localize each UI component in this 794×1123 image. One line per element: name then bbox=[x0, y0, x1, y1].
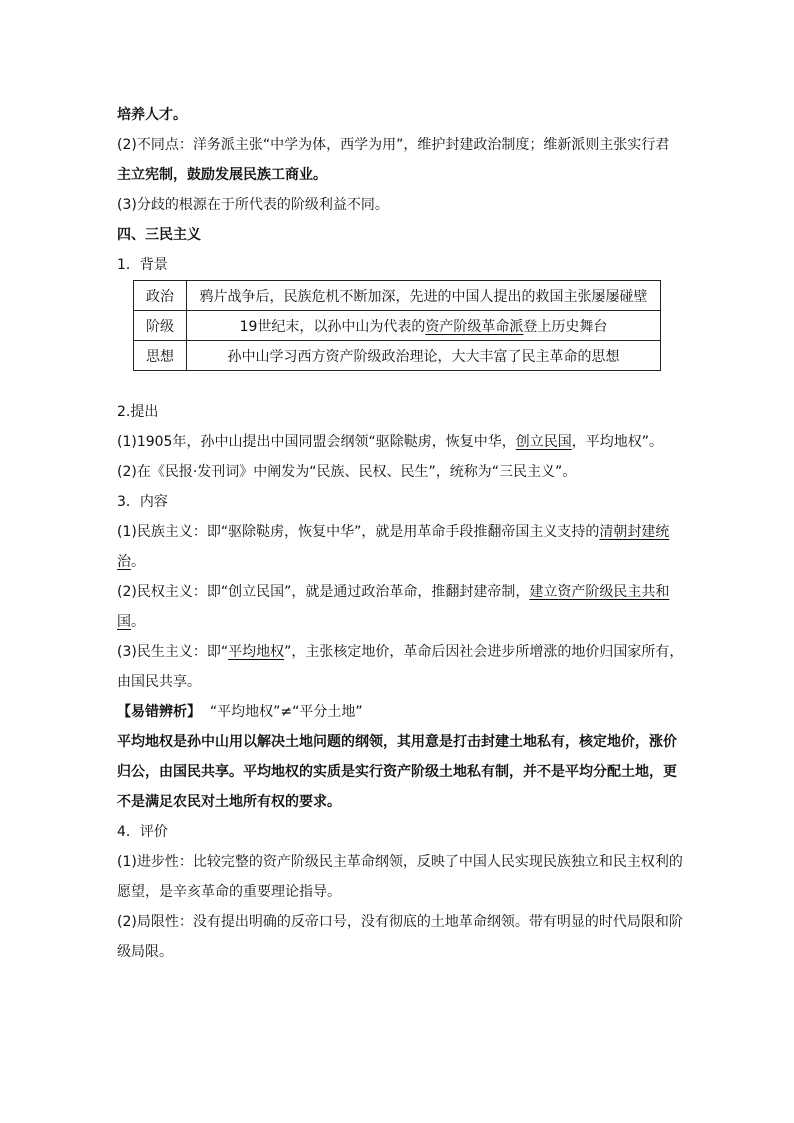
table-row bbox=[134, 311, 661, 341]
content-p2-line2 bbox=[117, 607, 677, 637]
proposal-p1 bbox=[117, 427, 677, 457]
analysis-line-2: 归公，由国民共享。平均地权的实质是实行资产阶级土地私有制，并不是平均分配土地，更 bbox=[117, 764, 677, 780]
table-key: 思想 bbox=[134, 341, 187, 371]
underlined-term: 治 bbox=[117, 554, 131, 570]
text-run: (1)1905年，孙中山提出中国同盟会纲领“驱除鞑虏，恢复中华， bbox=[117, 434, 516, 450]
difference-line-1: (2)不同点：洋务派主张“中学为体，西学为用”，维护封建政治制度；维新派则主张实行君 bbox=[117, 137, 670, 153]
content-p3-line2: 由国民共享。 bbox=[117, 674, 201, 690]
text-run: (3)民生主义：即“ bbox=[117, 644, 229, 660]
text-run: ，平均地权”。 bbox=[571, 434, 663, 450]
table-value: 孙中山学习西方资产阶级政治理论，大大丰富了民主革命的思想 bbox=[187, 341, 661, 371]
content-p2-line1 bbox=[117, 577, 677, 607]
analysis-line-3: 不是满足农民对土地所有权的要求。 bbox=[117, 794, 341, 810]
evaluation-p1-line2: 愿望，是辛亥革命的重要理论指导。 bbox=[117, 884, 341, 900]
underlined-term: 清朝封建统 bbox=[599, 524, 670, 540]
text-run: 19世纪末，以孙中山为代表的 bbox=[239, 318, 426, 335]
evaluation-p2-line2: 级局限。 bbox=[117, 944, 173, 960]
document-body bbox=[117, 100, 684, 967]
intro-line: 培养人才。 bbox=[117, 107, 187, 123]
table-value bbox=[187, 311, 661, 341]
root-cause-line: (3)分歧的根源在于所代表的阶级利益不同。 bbox=[117, 197, 389, 213]
underlined-term: 国 bbox=[117, 614, 131, 630]
table-key: 阶级 bbox=[134, 311, 187, 341]
table-value: 鸦片战争后，民族危机不断加深，先进的中国人提出的救国主张屡屡碰壁 bbox=[187, 281, 661, 311]
analysis-title: “平均地权”≠“平分土地” bbox=[209, 704, 363, 720]
evaluation-p1-line1: (1)进步性：比较完整的资产阶级民主革命纲领，反映了中国人民实现民族独立和民主权利的 bbox=[117, 854, 683, 870]
text-run: 。 bbox=[131, 614, 145, 630]
proposal-p2: (2)在《民报·发刊词》中阐发为“民族、民权、民生”，统称为“三民主义”。 bbox=[117, 464, 577, 480]
table-row bbox=[134, 281, 661, 311]
text-run: 。 bbox=[131, 554, 145, 570]
underlined-term: 资产阶级革命派 bbox=[425, 318, 524, 335]
content-p1-line2 bbox=[117, 547, 677, 577]
text-run: (2)民权主义：即“创立民国”，就是通过政治革命，推翻封建帝制， bbox=[117, 584, 530, 600]
difference-line-2: 主立宪制，鼓励发展民族工商业。 bbox=[117, 167, 327, 183]
content-p3-line1 bbox=[117, 637, 684, 667]
text-run: (1)民族主义：即“驱除鞑虏，恢复中华”，就是用革命手段推翻帝国主义支持的 bbox=[117, 524, 600, 540]
evaluation-p2-line1: (2)局限性：没有提出明确的反帝口号，没有彻底的土地革命纲领。带有明显的时代局限和阶 bbox=[117, 914, 683, 930]
evaluation-heading: 4．评价 bbox=[117, 824, 168, 840]
section-title: 四、三民主义 bbox=[117, 227, 201, 243]
text-run: 登上历史舞台 bbox=[523, 318, 608, 335]
background-table bbox=[133, 280, 661, 371]
underlined-term: 建立资产阶级民主共和 bbox=[529, 584, 670, 600]
underlined-term: 创立民国 bbox=[515, 434, 572, 450]
analysis-line-1: 平均地权是孙中山用以解决土地问题的纲领，其用意是打击封建土地私有，核定地价，涨价 bbox=[117, 734, 677, 750]
text-run: ”，主张核定地价，革命后因社会进步所增涨的地价归国家所有， bbox=[284, 644, 684, 660]
table-key: 政治 bbox=[134, 281, 187, 311]
background-heading: 1．背景 bbox=[117, 257, 168, 273]
analysis-heading bbox=[117, 697, 677, 727]
proposal-heading: 2.提出 bbox=[117, 404, 159, 420]
table-row bbox=[134, 341, 661, 371]
content-heading: 3．内容 bbox=[117, 494, 168, 510]
underlined-term: 平均地权 bbox=[228, 644, 285, 660]
analysis-label: 【易错辨析】 bbox=[117, 704, 201, 720]
content-p1-line1 bbox=[117, 517, 677, 547]
